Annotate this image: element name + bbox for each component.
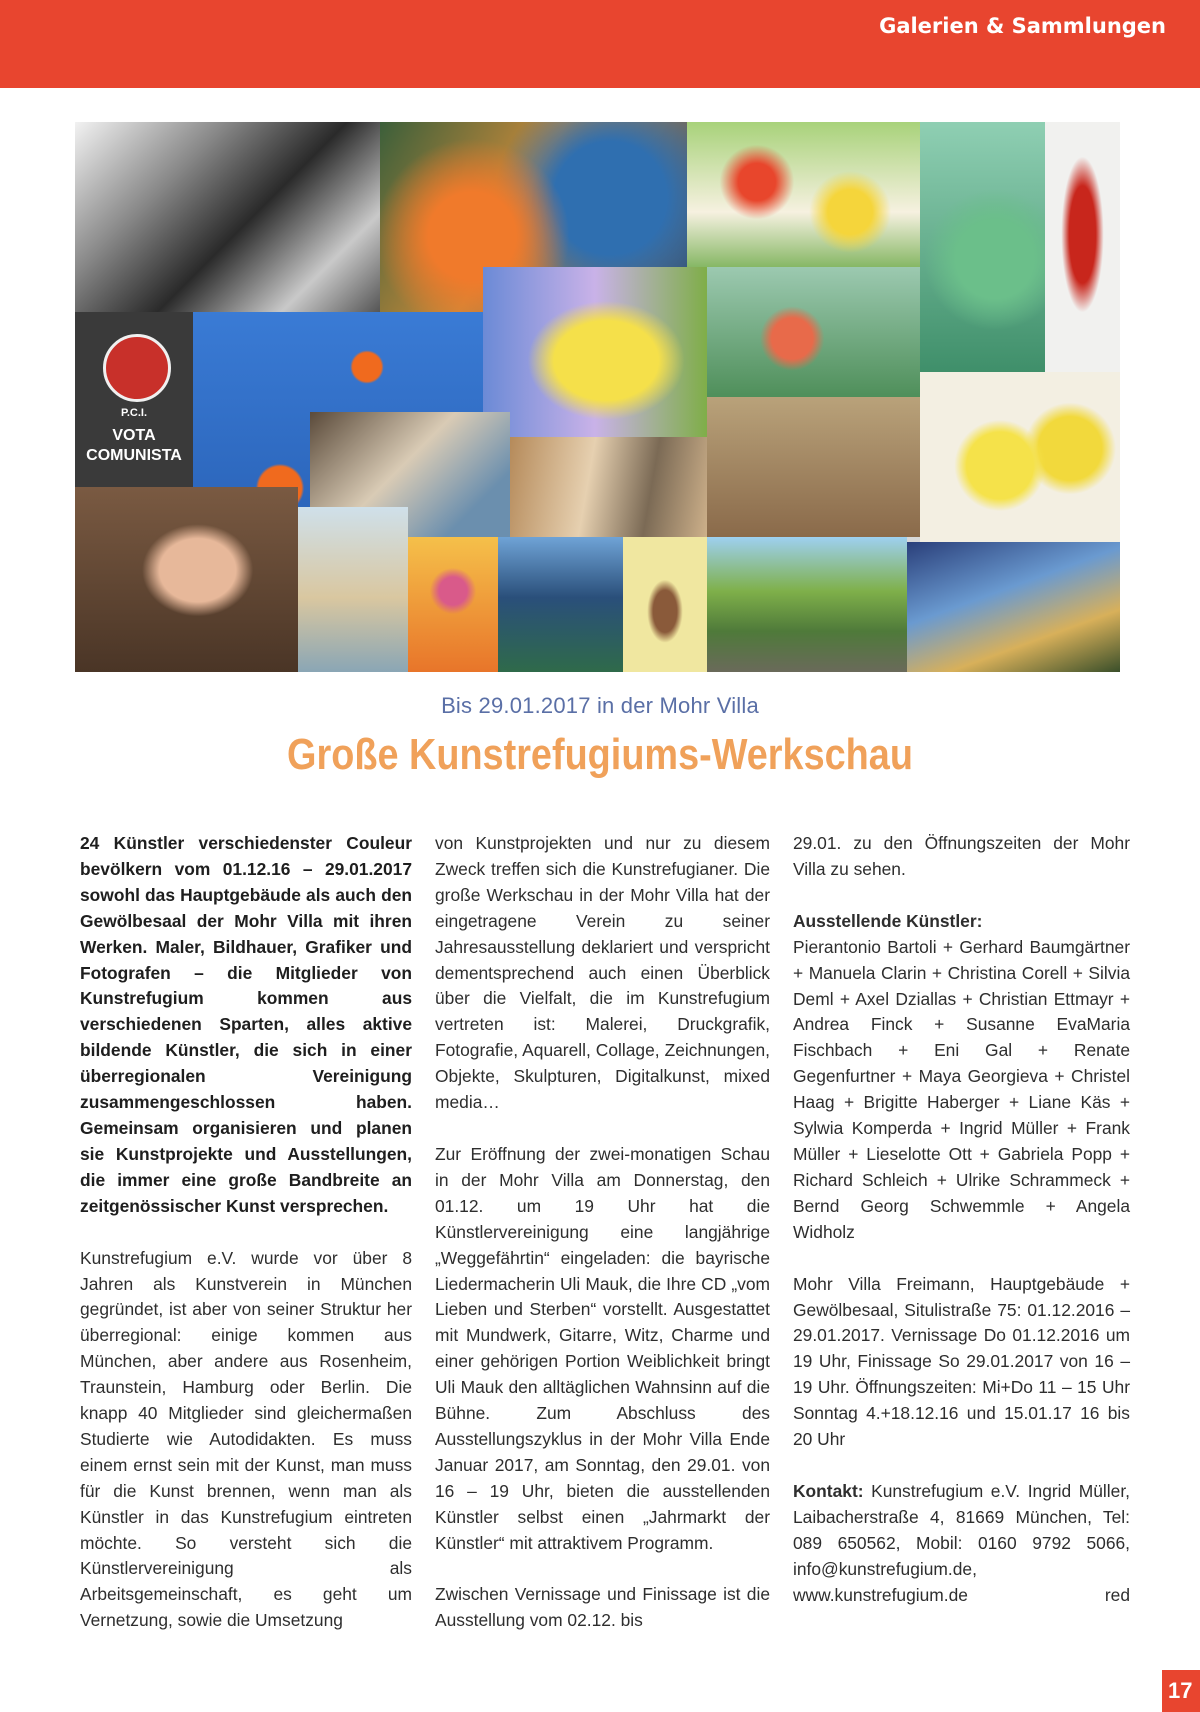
collage-lemons — [920, 372, 1120, 542]
poster-line3: COMUNISTA — [86, 447, 182, 464]
page-number-box — [1162, 1670, 1200, 1712]
collage-lake — [498, 537, 623, 672]
poster-line2: VOTA — [112, 427, 156, 444]
author-signature: red — [1104, 1584, 1130, 1605]
article-subtitle: Bis 29.01.2017 in der Mohr Villa — [441, 693, 759, 718]
collage-landscape — [707, 397, 920, 537]
collage-dancers — [907, 542, 1120, 672]
collage-portrait-bw — [75, 122, 380, 312]
collage-bird — [408, 537, 498, 672]
collage-flowers — [687, 122, 920, 272]
collage-texture — [510, 437, 707, 537]
paragraph-4: Zwischen Vernissage und Finissage ist die Ausstellung vom 02.12. bis — [435, 1584, 770, 1631]
page-number: 17 — [1168, 1678, 1193, 1703]
paragraph-1: Kunstrefugium e.V. wurde vor über 8 Jahren als Kunstverein in München gegründet, ist aber von seiner Struktur her überregional: einige kommen aus München, aber andere aus Rosenheim, Traunstein, Hamburg oder Berlin. Die knapp 40 Mitglieder sind gleichermaßen Studierte wie Autodidakten. Es muss einem ernst sein mit der Kunst, man muss für die Kunst brennen, wenn man als Künstler in das Kunstrefugium eintreten möchte. So versteht sich die Künstlervereinigung als Arbeitsgemeinschaft, es geht um Vernetzung, sowie die Umsetzung — [80, 1247, 412, 1631]
section-label: Galerien & Sammlungen — [879, 14, 1166, 38]
art-collage — [75, 122, 1120, 672]
collage-balloon — [707, 267, 920, 397]
collage-boat — [298, 507, 408, 672]
artists-block — [793, 909, 1130, 1246]
collage-red-figure — [1045, 122, 1120, 372]
artists-list: Pierantonio Bartoli + Gerhard Baumgärtner + Manuela Clarin + Christina Corell + Silvia Deml + Axel Dziallas + Christian Ettmayr + Andrea Finck + Susanne EvaMaria Fischbach + Eni Gal + Renate Gegenfurtner + Maya Georgieva + Christel Haag + Brigitte Haberger + Liane Käs + Sylwia Komperda + Ingrid Müller + Frank Müller + Lieselotte Ott + Gabriela Popp + Richard Schleich + Ulrike Schrammeck + Bernd Georg Schwemmle + Angela Widholz — [793, 936, 1130, 1242]
collage-poster — [75, 312, 193, 487]
column-1 — [80, 831, 412, 1660]
header-bar — [0, 0, 1200, 88]
paragraph-3: Zur Eröffnung der zwei-monatigen Schau in der Mohr Villa am Donnerstag, den 01.12. um 19 Uhr hat die Künstlervereinigung eine langjährige „Weggefährtin“ eingeladen: die bayrische Liedermacherin Uli Mauk, die Ihre CD „vom Lieben und Sterben“ vorstellt. Ausgestattet mit Mundwerk, Gitarre, Witz, Charme und einer gehörigen Portion Weiblichkeit bringt Uli Mauk den alltäglichen Wahnsinn auf die Bühne. Zum Abschluss des Ausstellungszyklus in der Mohr Villa Ende Januar 2017, am Sonntag, den 29.01. von 16 – 19 Uhr, bieten die ausstellenden Künstler selbst einen „Jahrmarkt der Künstler“ mit attraktivem Programm. — [435, 1143, 770, 1553]
artists-heading: Ausstellende Künstler: — [793, 910, 983, 931]
collage-green-fantasy — [920, 122, 1045, 372]
contact-block — [793, 1479, 1130, 1609]
contact-label: Kontakt: — [793, 1480, 864, 1501]
collage-face-painting — [483, 267, 707, 437]
collage-artist-photo — [75, 487, 298, 672]
paragraph-2: von Kunstprojekten und nur zu diesem Zweck treffen sich die Kunstrefugianer. Die große Werkschau in der Mohr Villa hat der eingetragene Verein zu seiner Jahresausstellung deklariert und verspricht dementsprechend auch einen Überblick über die Vielfalt, die im Kunstrefugium vertreten ist: Malerei, Druckgrafik, Fotografie, Aquarell, Collage, Zeichnungen, Objekte, Skulpturen, Digitalkunst, mixed media… — [435, 833, 770, 1113]
venue-info: Mohr Villa Freimann, Hauptgebäude + Gewölbesaal, Situlistraße 75: 01.12.2016 – 29.01.2017. Vernissage Do 01.12.2016 um 19 Uhr, Finissage So 29.01.2017 von 16 – 19 Uhr. Öffnungszeiten: Mi+Do 11 – 15 Uhr Sonntag 4.+18.12.16 und 15.01.17 16 bis 20 Uhr — [793, 1273, 1130, 1450]
poster-line1: P.C.I. — [120, 407, 148, 419]
paragraph-5: 29.01. zu den Öffnungszeiten der Mohr Villa zu sehen. — [793, 833, 1130, 879]
article-title: Große Kunstrefugiums-Werkschau — [287, 730, 913, 779]
column-3 — [793, 831, 1130, 1634]
lead-paragraph: 24 Künstler verschiedenster Couleur bevölkern vom 01.12.16 – 29.01.2017 sowohl das Hauptgebäude als auch den Gewölbesaal der Mohr Villa mit ihren Werken. Maler, Bildhauer, Grafiker und Fotografen – die Mitglieder von Kunstrefugium kommen aus verschiedenen Sparten, alles aktive bildende Künstler, die sich in einer überregionalen Vereinigung zusammengeschlossen haben. Gemeinsam organisieren und planen sie Kunstprojekte und Ausstellungen, die immer eine große Bandbreite an zeitgenössischer Kunst versprechen. — [80, 833, 412, 1216]
collage-sculpture — [623, 537, 707, 672]
collage-ruins — [707, 537, 907, 672]
column-2 — [435, 831, 770, 1660]
contact-text: Kunstrefugium e.V. Ingrid Müller, Laibacherstraße 4, 81669 München, Tel: 089 650562, Mobil: 0160 9792 5066, info@kunstrefugium.de, www.kunstrefugium.de — [793, 1480, 1130, 1605]
